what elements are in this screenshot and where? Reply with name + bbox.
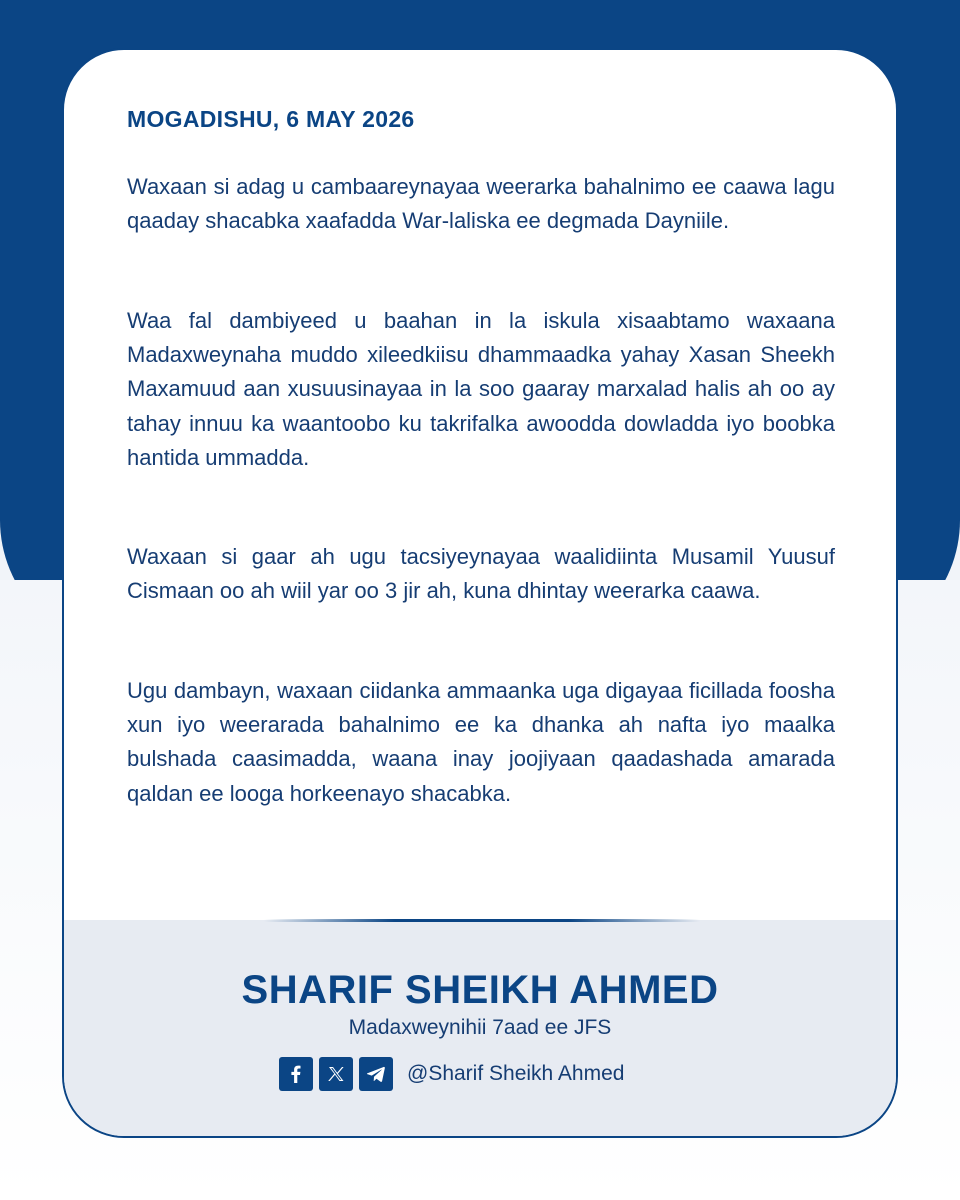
- statement-card: [62, 48, 898, 1138]
- signatory-title: Madaxweynihii 7aad ee JFS: [348, 1016, 612, 1039]
- paragraph-3: Waxaan si gaar ah ugu tacsiyeynayaa waalidiinta Musamil Yuusuf Cismaan oo ah wiil yar oo 3 jir ah, kuna dhintay weerarka caawa.: [127, 544, 835, 604]
- footer-divider: [264, 919, 700, 922]
- paragraph-4: Ugu dambayn, waxaan ciidanka ammaanka uga digayaa ficillada foosha xun iyo weerarada bahalnimo ee ka dhanka ah nafta iyo maalka bulshada caasimadda, waana inay joojiyaan qaadashada amarada qaldan ee looga horkeenayo shacabka.: [127, 678, 835, 806]
- telegram-icon[interactable]: [359, 1057, 393, 1091]
- x-icon[interactable]: [319, 1057, 353, 1091]
- dateline: MOGADISHU, 6 MAY 2026: [127, 106, 415, 132]
- social-links: [279, 1057, 624, 1091]
- facebook-icon[interactable]: [279, 1057, 313, 1091]
- paragraph-1: Waxaan si adag u cambaareynayaa weerarka bahalnimo ee caawa lagu qaaday shacabka xaafadda War-laliska ee degmada Dayniile.: [127, 174, 835, 234]
- signatory-name: SHARIF SHEIKH AHMED: [241, 968, 719, 1012]
- paragraph-2: Waa fal dambiyeed u baahan in la iskula xisaabtamo waxaana Madaxweynaha muddo xileedkiisu dhammaadka yahay Xasan Sheekh Maxamuud aan xusuusinayaa in la soo gaaray marxalad halis ah oo ay tahay innuu ka waantoobo ku takrifalka awoodda dowladda iyo boobka hantida ummadda.: [127, 308, 835, 470]
- social-handle[interactable]: @Sharif Sheikh Ahmed: [407, 1062, 625, 1085]
